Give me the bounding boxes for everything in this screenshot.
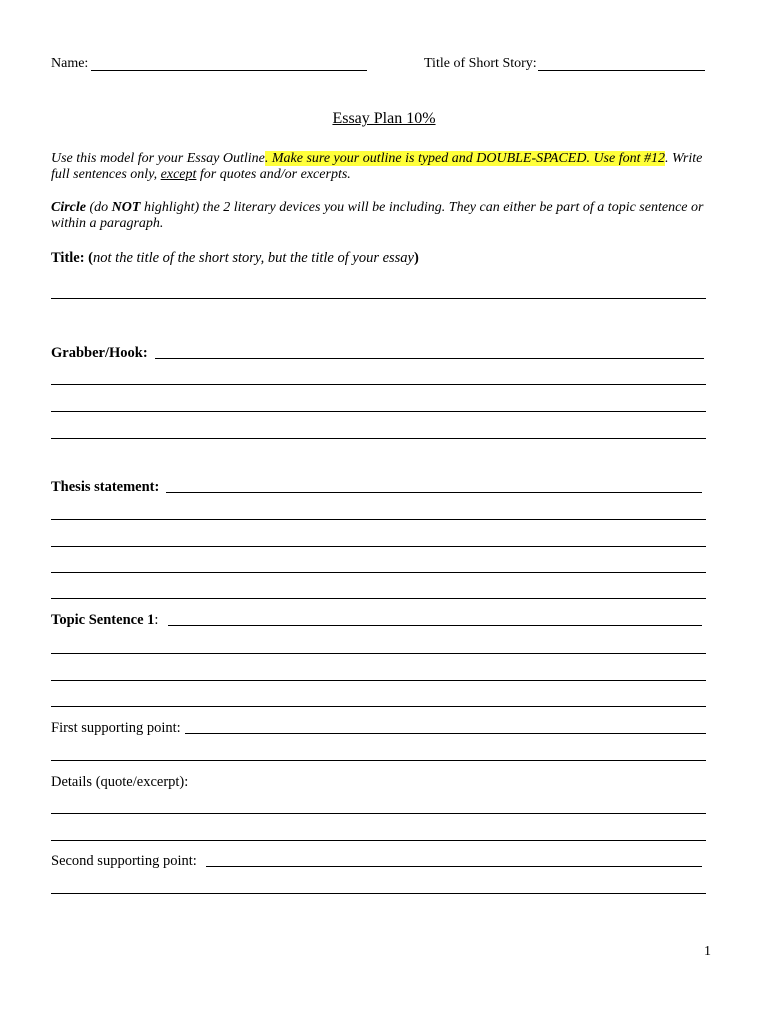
grabber-line[interactable]: [51, 438, 706, 439]
second-point-line[interactable]: [51, 893, 706, 894]
topic-sentence-line[interactable]: [51, 706, 706, 707]
topic-sentence-1-text: Topic Sentence 1: [51, 612, 155, 628]
thesis-statement-label: Thesis statement:: [51, 479, 160, 495]
topic-sentence-line[interactable]: [51, 653, 706, 654]
thesis-line[interactable]: [51, 546, 706, 547]
thesis-line[interactable]: [51, 519, 706, 520]
instructions-text: . Write full sentences only,: [51, 151, 703, 182]
second-supporting-point-label: Second supporting point:: [51, 853, 197, 869]
grabber-line[interactable]: [155, 358, 704, 359]
title-label-text: Title: (: [51, 250, 94, 266]
grabber-hook-label: Grabber/Hook:: [51, 345, 148, 361]
instructions-text: for quotes and/or excerpts.: [196, 167, 351, 182]
instructions-paragraph: [51, 151, 711, 183]
circle-word: Circle: [51, 200, 86, 215]
thesis-line[interactable]: [51, 572, 706, 573]
topic-sentence-line[interactable]: [168, 625, 702, 626]
page-title: Essay Plan 10%: [332, 110, 436, 127]
instructions-emphasis: except: [160, 167, 197, 182]
topic-sentence-line[interactable]: [51, 680, 706, 681]
essay-title-label: [51, 250, 419, 267]
essay-title-line[interactable]: [51, 298, 706, 299]
circle-instructions: [51, 200, 711, 232]
not-word: NOT: [111, 200, 141, 215]
grabber-line[interactable]: [51, 411, 706, 412]
name-label: Name:: [51, 56, 89, 71]
topic-sentence-1-label: [51, 612, 158, 629]
first-point-line[interactable]: [185, 733, 706, 734]
thesis-line[interactable]: [166, 492, 702, 493]
details-line[interactable]: [51, 813, 706, 814]
first-supporting-point-label: First supporting point:: [51, 720, 181, 736]
details-label: Details (quote/excerpt):: [51, 774, 189, 790]
thesis-line[interactable]: [51, 598, 706, 599]
name-field[interactable]: [91, 70, 367, 71]
details-line[interactable]: [51, 840, 706, 841]
title-note: not the title of the short story, but the title of your essay: [93, 250, 414, 266]
page-number: 1: [704, 944, 711, 959]
title-label-close: ): [414, 250, 419, 266]
topic-sentence-1-colon: :: [154, 612, 159, 628]
instructions-text: highlight) the 2 literary devices you will be including. They can either be part of a topic sentence or within a paragraph.: [51, 200, 704, 231]
instructions-text: Use this model for your Essay Outline: [51, 151, 265, 166]
story-title-field[interactable]: [538, 70, 705, 71]
grabber-line[interactable]: [51, 384, 706, 385]
story-title-label: Title of Short Story:: [424, 56, 537, 71]
highlighted-requirement: . Make sure your outline is typed and DOUBLE-SPACED. Use font #12: [264, 151, 665, 166]
second-point-line[interactable]: [206, 866, 702, 867]
instructions-text: (do: [86, 200, 112, 215]
first-point-line[interactable]: [51, 760, 706, 761]
